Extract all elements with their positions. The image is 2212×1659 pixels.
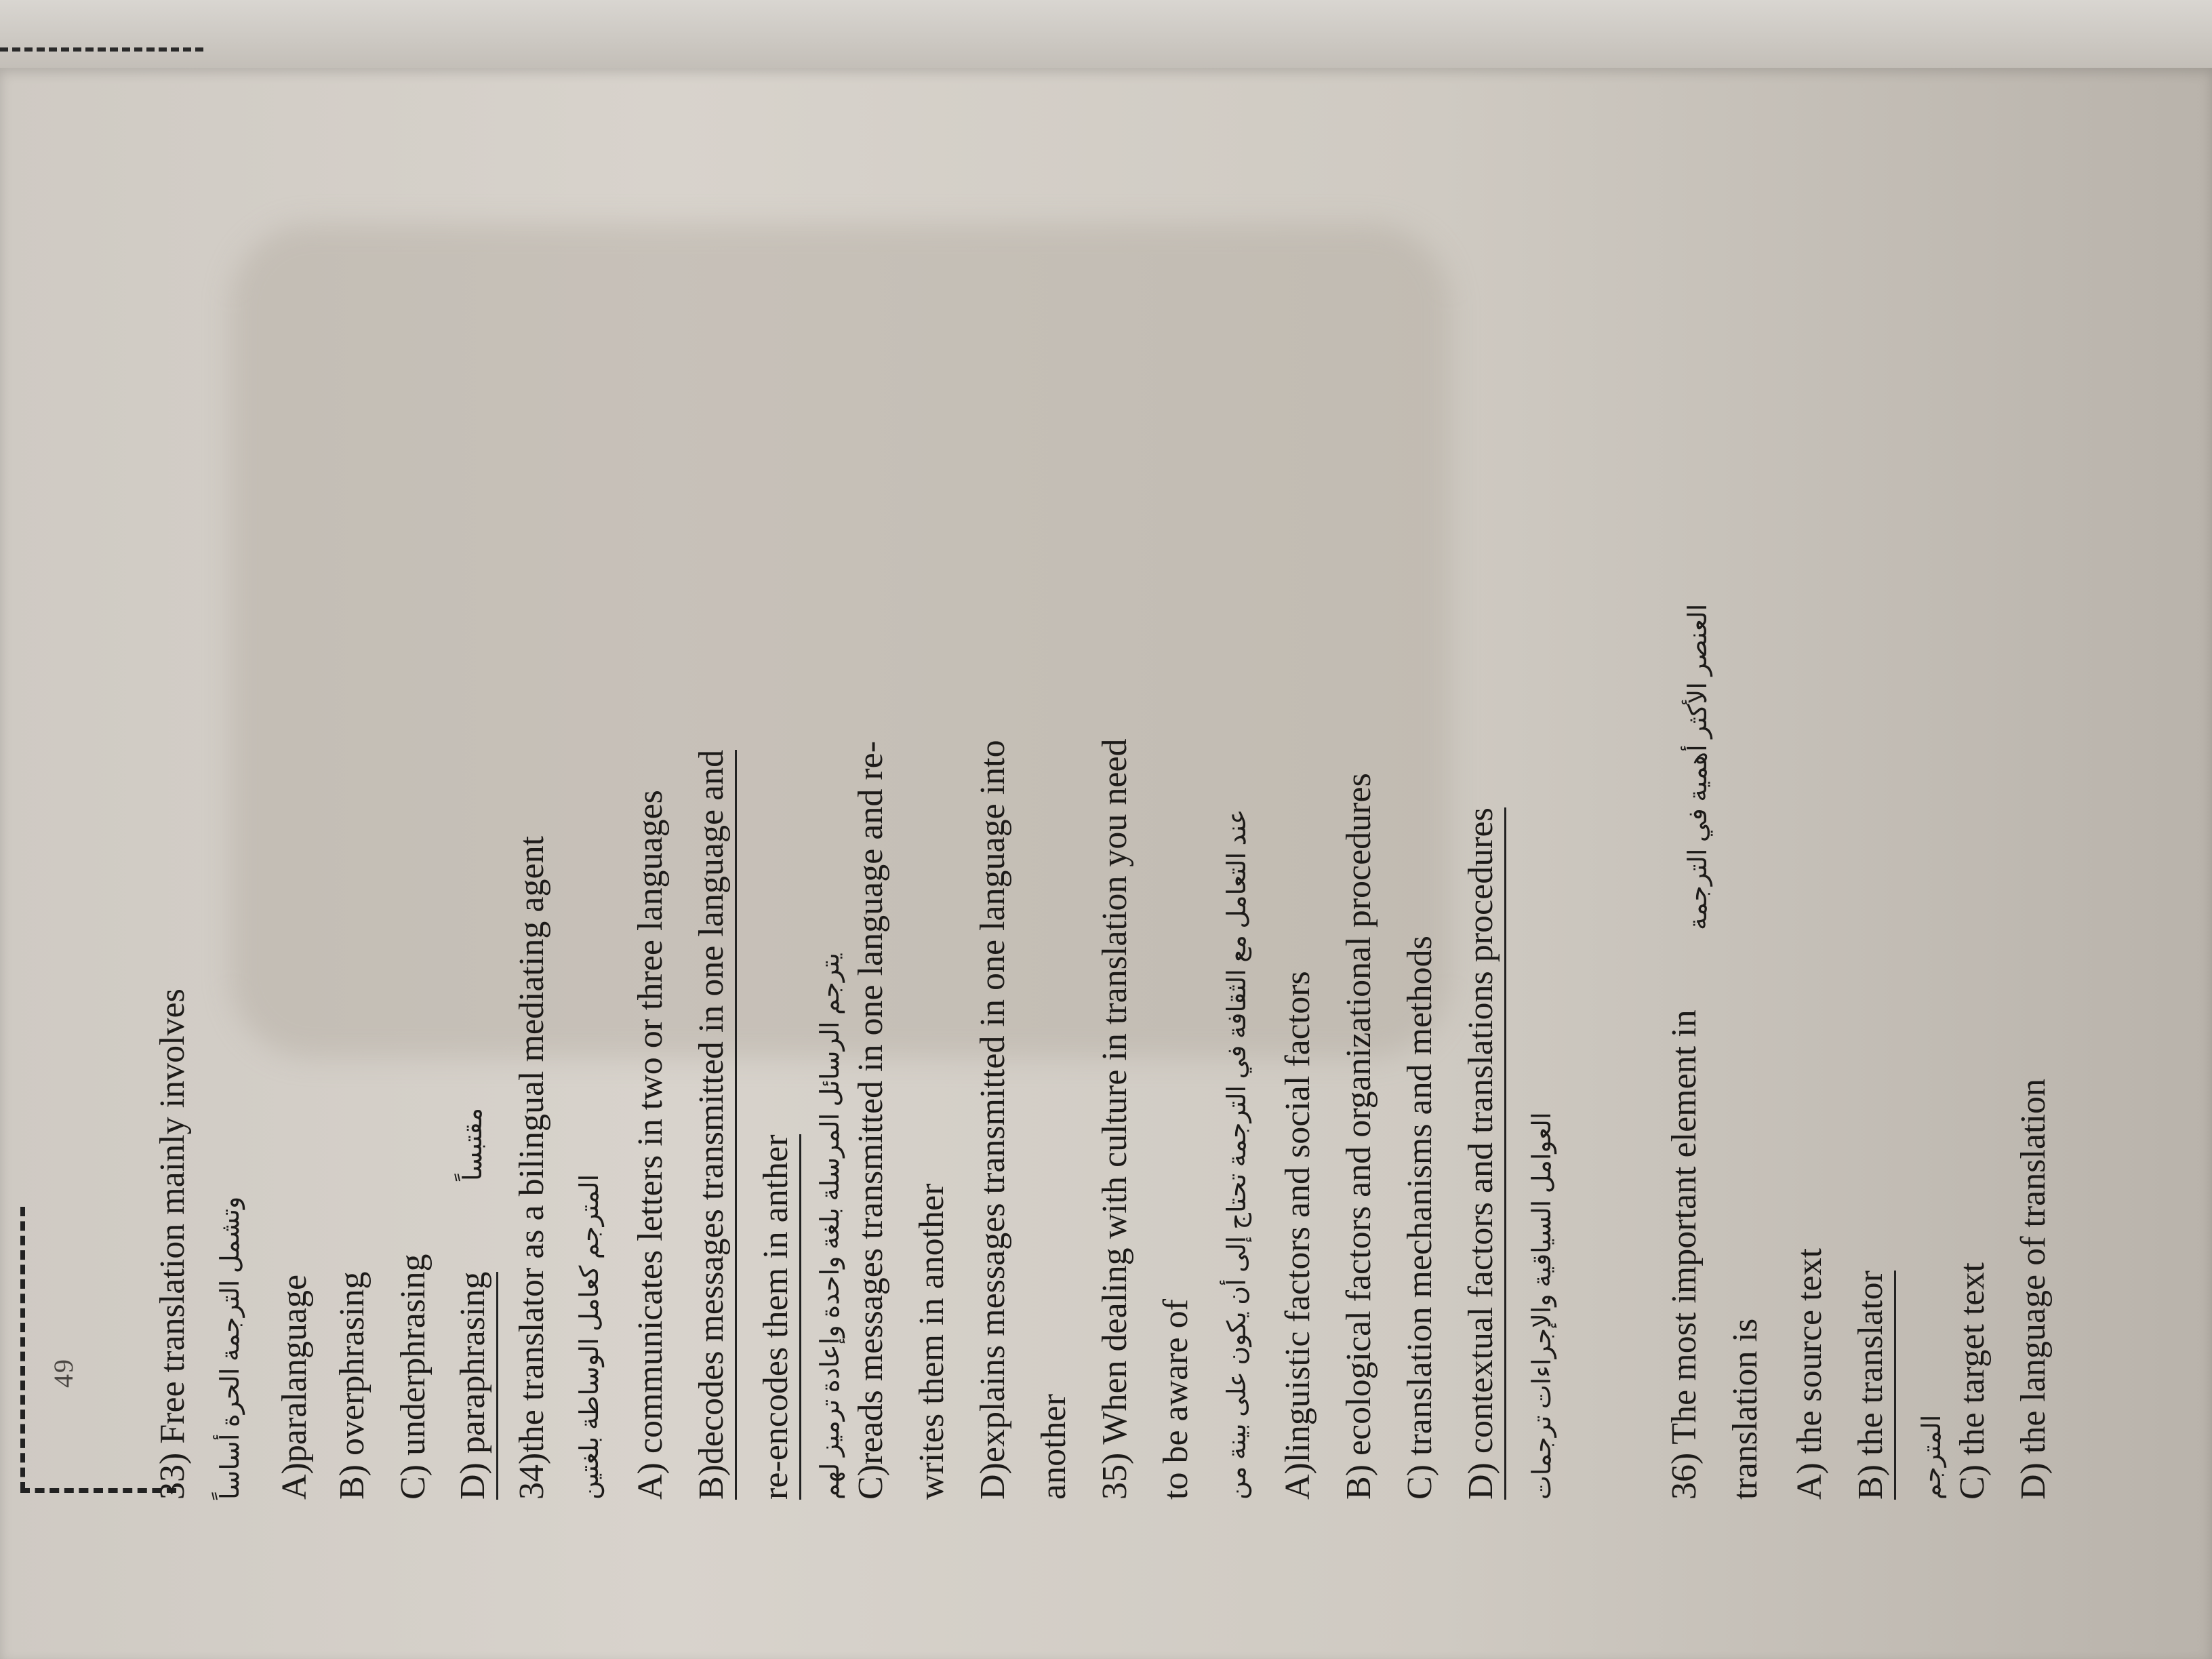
question-34-option-b-cont: re-encodes them in anther (756, 1134, 801, 1500)
question-34-answer-note: يترجم الرسائل المرسلة بلغة واحدة وإعادة ترميز لهم (816, 953, 845, 1500)
question-34-option-a: A) communicates letters in two or three languages (631, 790, 670, 1500)
question-33-stem: 33) Free translation mainly involves (153, 988, 192, 1500)
question-35-option-c: C) translation mechanisms and methods (1401, 936, 1439, 1500)
question-34-option-d: D)explains messages transmitted in one language into (973, 740, 1012, 1500)
question-35-option-a: A)linguistic factors and social factors (1279, 971, 1317, 1500)
question-35-stem-cont: to be aware of (1157, 1299, 1195, 1500)
question-34-option-b: B)decodes messages transmitted in one language and (691, 750, 737, 1500)
page-number: 49 (48, 1358, 79, 1388)
question-34-option-c: C)reads messages transmitted in one language and re- (851, 740, 890, 1500)
question-34-option-d-cont: another (1034, 1394, 1073, 1500)
question-33-option-b: B) overphrasing (333, 1271, 371, 1500)
question-36-option-b: B) the translator (1851, 1271, 1896, 1500)
question-36-option-d: D) the language of translation (2014, 1079, 2053, 1500)
question-36-option-c: C) the target text (1953, 1262, 1992, 1500)
question-34-stem: 34)the translator as a bilingual mediating agent (512, 835, 551, 1500)
question-35-stem: 35) When dealing with culture in translation you need (1095, 738, 1134, 1500)
question-36-stem-cont: translation is (1726, 1318, 1765, 1500)
question-34-option-c-cont: writes them in another (912, 1183, 951, 1500)
question-35-option-d: D) contextual factors and translations procedures (1461, 807, 1506, 1500)
question-33-answer-note: مقتبساً (459, 1108, 487, 1181)
question-36-arabic-note: العنصر الأكثر أهمية في الترجمة (1684, 603, 1712, 930)
question-36-stem: 36) The most important element in (1665, 1010, 1704, 1500)
question-36-answer-note: المترجم (1918, 1414, 1946, 1500)
question-35-arabic-note: عند التعامل مع الثقافة في الترجمة تحتاج إلى أن يكون على بينة من (1223, 809, 1251, 1500)
question-36-option-a: A) the source text (1790, 1247, 1829, 1500)
question-35-answer-note: العوامل السياقية والإجراءات ترجمات (1528, 1112, 1556, 1500)
question-33-arabic-note: وتشمل الترجمة الحرة أساساً (216, 1196, 245, 1500)
question-34-arabic-note: المترجم كعامل الوساطة بلغتين (576, 1174, 604, 1500)
question-33-option-d: D) paraphrasing (453, 1272, 498, 1500)
question-35-option-b: B) ecological factors and organizational procedures (1340, 773, 1378, 1500)
question-33-option-c: C) underphrasing (394, 1254, 433, 1500)
question-33-option-a: A)paralanguage (275, 1274, 314, 1500)
